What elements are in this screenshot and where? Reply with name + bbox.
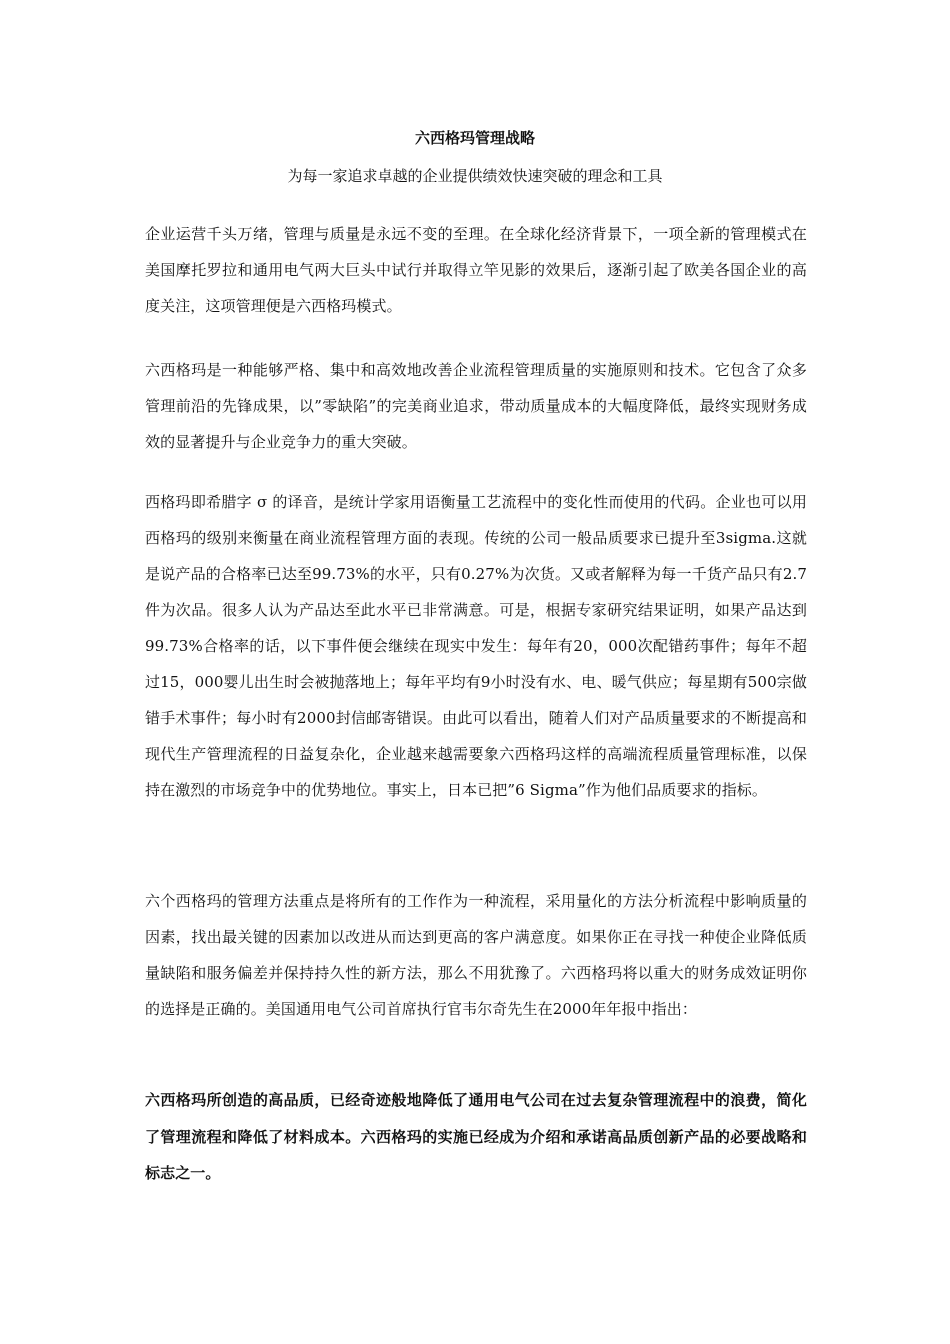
paragraph-sigma-explanation: 西格玛即希腊字 σ 的译音，是统计学家用语衡量工艺流程中的变化性而使用的代码。企业也可以用西格玛的级别来衡量在商业流程管理方面的表现。传统的公司一般品质要求已提升至3sigma.这就是说产品的合格率已达至99.73%的水平，只有0.27%为次货。又或者解释为每一千货产品只有2.7件为次品。很多人认为产品达至此水平已非常满意。可是，根据专家研究结果证明，如果产品达到99.73%合格率的话，以下事件便会继续在现实中发生：每年有20，000次配错药事件；每年不超过15，000婴儿出生时会被抛落地上；每年平均有9小时没有水、电、暖气供应；每星期有500宗做错手术事件；每小时有2000封信邮寄错误。由此可以看出，随着人们对产品质量要求的不断提高和现代生产管理流程的日益复杂化，企业越来越需要象六西格玛这样的高端流程质量管理标准，以保持在激烈的市场竞争中的优势地位。事实上，日本已把”6 Sigma”作为他们品质要求的指标。 — [145, 493, 807, 799]
paragraph-quote: 六西格玛所创造的高品质，已经奇迹般地降低了通用电气公司在过去复杂管理流程中的浪费，简化了管理流程和降低了材料成本。六西格玛的实施已经成为介绍和承诺高品质创新产品的必要战略和标志之一。 — [145, 1091, 807, 1182]
document-subtitle: 为每一家追求卓越的企业提供绩效快速突破的理念和工具 — [287, 167, 663, 185]
paragraph-intro: 企业运营千头万绪，管理与质量是永远不变的至理。在全球化经济背景下，一项全新的管理模式在美国摩托罗拉和通用电气两大巨头中试行并取得立竿见影的效果后，逐渐引起了欧美各国企业的高度关注，这项管理便是六西格玛模式。 — [145, 225, 807, 315]
document-title: 六西格玛管理战略 — [414, 129, 535, 147]
paragraph-definition: 六西格玛是一种能够严格、集中和高效地改善企业流程管理质量的实施原则和技术。它包含了众多管理前沿的先锋成果，以”零缺陷”的完美商业追求，带动质量成本的大幅度降低，最终实现财务成效的显著提升与企业竞争力的重大突破。 — [145, 361, 807, 451]
paragraph-method: 六个西格玛的管理方法重点是将所有的工作作为一种流程，采用量化的方法分析流程中影响质量的因素，找出最关键的因素加以改进从而达到更高的客户满意度。如果你正在寻找一种使企业降低质量缺陷和服务偏差并保持持久性的新方法，那么不用犹豫了。六西格玛将以重大的财务成效证明你的选择是正确的。美国通用电气公司首席执行官韦尔奇先生在2000年年报中指出： — [145, 892, 807, 1018]
